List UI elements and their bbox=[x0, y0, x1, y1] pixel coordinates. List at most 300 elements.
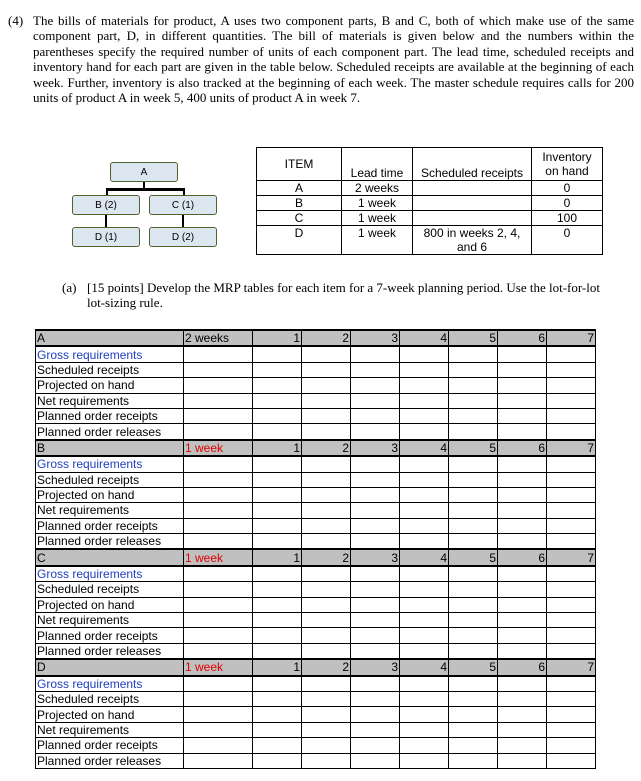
mrp-answer-cell[interactable] bbox=[302, 378, 351, 393]
mrp-lead-time: 1 week bbox=[184, 659, 253, 675]
mrp-answer-cell[interactable] bbox=[184, 487, 253, 502]
table-cell: 1 week bbox=[342, 226, 413, 255]
mrp-answer-cell[interactable] bbox=[547, 378, 596, 393]
mrp-answer-cell[interactable] bbox=[547, 346, 596, 362]
table-cell: 1 week bbox=[342, 211, 413, 226]
mrp-answer-cell[interactable] bbox=[302, 628, 351, 643]
mrp-answer-cell[interactable] bbox=[253, 424, 302, 440]
mrp-answer-cell[interactable] bbox=[400, 518, 449, 533]
mrp-week-number: 4 bbox=[400, 330, 449, 346]
mrp-week-number: 1 bbox=[253, 659, 302, 675]
mrp-answer-cell[interactable] bbox=[184, 707, 253, 722]
mrp-answer-cell[interactable] bbox=[449, 628, 498, 643]
part-a-question bbox=[62, 280, 602, 311]
mrp-answer-cell[interactable] bbox=[302, 722, 351, 737]
mrp-answer-cell[interactable] bbox=[449, 487, 498, 502]
mrp-answer-cell[interactable] bbox=[449, 566, 498, 582]
mrp-answer-cell[interactable] bbox=[400, 346, 449, 362]
mrp-answer-cell[interactable] bbox=[449, 613, 498, 628]
mrp-row-label: Planned order receipts bbox=[36, 738, 184, 753]
mrp-answer-cell[interactable] bbox=[498, 472, 547, 487]
header-item: ITEM bbox=[257, 148, 342, 181]
mrp-answer-cell[interactable] bbox=[184, 378, 253, 393]
mrp-answer-cell[interactable] bbox=[400, 378, 449, 393]
mrp-answer-cell[interactable] bbox=[184, 676, 253, 692]
mrp-answer-cell[interactable] bbox=[547, 643, 596, 659]
mrp-answer-cell[interactable] bbox=[449, 503, 498, 518]
mrp-answer-cell[interactable] bbox=[400, 456, 449, 472]
mrp-answer-cell[interactable] bbox=[400, 393, 449, 408]
mrp-week-number: 3 bbox=[351, 330, 400, 346]
mrp-answer-cell[interactable] bbox=[302, 613, 351, 628]
header-scheduled-receipts: Scheduled receipts bbox=[413, 148, 532, 181]
mrp-header-row bbox=[36, 330, 596, 346]
table-cell: 100 bbox=[532, 211, 603, 226]
mrp-week-number: 1 bbox=[253, 440, 302, 456]
mrp-answer-cell[interactable] bbox=[400, 472, 449, 487]
mrp-answer-cell[interactable] bbox=[184, 456, 253, 472]
mrp-week-number: 4 bbox=[400, 549, 449, 565]
mrp-answer-cell[interactable] bbox=[302, 691, 351, 706]
mrp-answer-cell[interactable] bbox=[449, 738, 498, 753]
mrp-answer-cell[interactable] bbox=[449, 753, 498, 768]
mrp-answer-cell[interactable] bbox=[351, 393, 400, 408]
bom-node-d1: D (1) bbox=[72, 227, 140, 247]
mrp-answer-cell[interactable] bbox=[547, 534, 596, 550]
bom-node-a: A bbox=[110, 162, 178, 182]
mrp-answer-cell[interactable] bbox=[351, 487, 400, 502]
mrp-answer-cell[interactable] bbox=[351, 534, 400, 550]
mrp-answer-cell[interactable] bbox=[184, 362, 253, 377]
mrp-answer-cell[interactable] bbox=[547, 566, 596, 582]
mrp-answer-cell[interactable] bbox=[498, 722, 547, 737]
mrp-week-number: 3 bbox=[351, 549, 400, 565]
mrp-row bbox=[36, 691, 596, 706]
mrp-row bbox=[36, 707, 596, 722]
mrp-answer-cell[interactable] bbox=[351, 753, 400, 768]
mrp-answer-cell[interactable] bbox=[498, 408, 547, 423]
mrp-answer-cell[interactable] bbox=[184, 582, 253, 597]
mrp-answer-cell[interactable] bbox=[253, 408, 302, 423]
mrp-row-label: Projected on hand bbox=[36, 378, 184, 393]
mrp-row-label: Planned order receipts bbox=[36, 408, 184, 423]
mrp-answer-cell[interactable] bbox=[547, 456, 596, 472]
mrp-row-label: Net requirements bbox=[36, 393, 184, 408]
mrp-row-label: Projected on hand bbox=[36, 597, 184, 612]
mrp-table bbox=[35, 329, 596, 769]
table-cell: A bbox=[257, 181, 342, 196]
mrp-answer-cell[interactable] bbox=[498, 597, 547, 612]
mrp-answer-cell[interactable] bbox=[400, 613, 449, 628]
mrp-answer-cell[interactable] bbox=[253, 362, 302, 377]
mrp-answer-cell[interactable] bbox=[449, 534, 498, 550]
mrp-lead-time: 1 week bbox=[184, 440, 253, 456]
mrp-row-label: Planned order releases bbox=[36, 753, 184, 768]
mrp-row-label: Gross requirements bbox=[36, 456, 184, 472]
mrp-answer-cell[interactable] bbox=[253, 534, 302, 550]
mrp-answer-cell[interactable] bbox=[351, 582, 400, 597]
mrp-answer-cell[interactable] bbox=[351, 691, 400, 706]
mrp-answer-cell[interactable] bbox=[351, 628, 400, 643]
mrp-answer-cell[interactable] bbox=[400, 707, 449, 722]
table-cell: 0 bbox=[532, 181, 603, 196]
mrp-row bbox=[36, 643, 596, 659]
problem-number: (4) bbox=[8, 13, 24, 28]
mrp-answer-cell[interactable] bbox=[498, 566, 547, 582]
mrp-answer-cell[interactable] bbox=[184, 346, 253, 362]
mrp-answer-cell[interactable] bbox=[253, 582, 302, 597]
table-cell: D bbox=[257, 226, 342, 255]
mrp-answer-cell[interactable] bbox=[351, 566, 400, 582]
mrp-answer-cell[interactable] bbox=[400, 566, 449, 582]
mrp-row bbox=[36, 628, 596, 643]
mrp-answer-cell[interactable] bbox=[302, 534, 351, 550]
mrp-answer-cell[interactable] bbox=[449, 518, 498, 533]
mrp-answer-cell[interactable] bbox=[400, 408, 449, 423]
mrp-answer-cell[interactable] bbox=[400, 534, 449, 550]
mrp-answer-cell[interactable] bbox=[184, 518, 253, 533]
mrp-answer-cell[interactable] bbox=[253, 456, 302, 472]
mrp-lead-time: 2 weeks bbox=[184, 330, 253, 346]
mrp-answer-cell[interactable] bbox=[253, 378, 302, 393]
mrp-answer-cell[interactable] bbox=[449, 472, 498, 487]
mrp-answer-cell[interactable] bbox=[351, 597, 400, 612]
mrp-answer-cell[interactable] bbox=[184, 613, 253, 628]
part-a-label: (a) bbox=[62, 280, 77, 295]
mrp-answer-cell[interactable] bbox=[449, 393, 498, 408]
mrp-answer-cell[interactable] bbox=[302, 472, 351, 487]
table-cell: B bbox=[257, 196, 342, 211]
mrp-lead-time: 1 week bbox=[184, 549, 253, 565]
mrp-answer-cell[interactable] bbox=[302, 503, 351, 518]
mrp-week-number: 5 bbox=[449, 549, 498, 565]
mrp-answer-cell[interactable] bbox=[400, 487, 449, 502]
mrp-answer-cell[interactable] bbox=[184, 534, 253, 550]
mrp-answer-cell[interactable] bbox=[449, 676, 498, 692]
mrp-answer-cell[interactable] bbox=[449, 643, 498, 659]
mrp-week-number: 1 bbox=[253, 549, 302, 565]
mrp-answer-cell[interactable] bbox=[400, 676, 449, 692]
mrp-week-number: 3 bbox=[351, 659, 400, 675]
table-cell: 0 bbox=[532, 196, 603, 211]
mrp-answer-cell[interactable] bbox=[449, 378, 498, 393]
mrp-row bbox=[36, 518, 596, 533]
bom-node-b: B (2) bbox=[72, 195, 140, 215]
mrp-row-label: Gross requirements bbox=[36, 676, 184, 692]
mrp-answer-cell[interactable] bbox=[184, 566, 253, 582]
mrp-row-label: Net requirements bbox=[36, 613, 184, 628]
mrp-answer-cell[interactable] bbox=[547, 628, 596, 643]
mrp-answer-cell[interactable] bbox=[351, 362, 400, 377]
mrp-row-label: Scheduled receipts bbox=[36, 691, 184, 706]
mrp-answer-cell[interactable] bbox=[351, 346, 400, 362]
mrp-row bbox=[36, 597, 596, 612]
mrp-week-number: 4 bbox=[400, 659, 449, 675]
mrp-row-label: Planned order receipts bbox=[36, 518, 184, 533]
mrp-row-label: Scheduled receipts bbox=[36, 582, 184, 597]
mrp-row bbox=[36, 456, 596, 472]
mrp-item-label: B bbox=[36, 440, 184, 456]
mrp-answer-cell[interactable] bbox=[253, 597, 302, 612]
mrp-answer-cell[interactable] bbox=[253, 393, 302, 408]
mrp-answer-cell[interactable] bbox=[498, 738, 547, 753]
mrp-answer-cell[interactable] bbox=[351, 518, 400, 533]
mrp-week-number: 2 bbox=[302, 330, 351, 346]
mrp-row bbox=[36, 676, 596, 692]
mrp-answer-cell[interactable] bbox=[547, 518, 596, 533]
mrp-week-number: 5 bbox=[449, 440, 498, 456]
mrp-answer-cell[interactable] bbox=[547, 707, 596, 722]
mrp-item-label: C bbox=[36, 549, 184, 565]
mrp-row bbox=[36, 503, 596, 518]
mrp-answer-cell[interactable] bbox=[302, 738, 351, 753]
bill-of-materials-diagram bbox=[0, 0, 260, 260]
mrp-answer-cell[interactable] bbox=[498, 691, 547, 706]
mrp-row-label: Gross requirements bbox=[36, 566, 184, 582]
mrp-week-number: 5 bbox=[449, 659, 498, 675]
mrp-answer-cell[interactable] bbox=[547, 472, 596, 487]
mrp-answer-cell[interactable] bbox=[449, 424, 498, 440]
mrp-answer-cell[interactable] bbox=[547, 597, 596, 612]
mrp-row bbox=[36, 346, 596, 362]
mrp-answer-cell[interactable] bbox=[400, 503, 449, 518]
mrp-answer-cell[interactable] bbox=[302, 408, 351, 423]
mrp-item-label: D bbox=[36, 659, 184, 675]
mrp-answer-cell[interactable] bbox=[351, 456, 400, 472]
mrp-answer-cell[interactable] bbox=[449, 346, 498, 362]
mrp-answer-cell[interactable] bbox=[302, 582, 351, 597]
mrp-answer-cell[interactable] bbox=[498, 613, 547, 628]
mrp-answer-cell[interactable] bbox=[547, 408, 596, 423]
mrp-answer-cell[interactable] bbox=[184, 753, 253, 768]
mrp-answer-cell[interactable] bbox=[498, 582, 547, 597]
mrp-answer-cell[interactable] bbox=[449, 456, 498, 472]
mrp-answer-cell[interactable] bbox=[547, 424, 596, 440]
mrp-answer-cell[interactable] bbox=[302, 566, 351, 582]
mrp-answer-cell[interactable] bbox=[400, 738, 449, 753]
mrp-answer-cell[interactable] bbox=[351, 613, 400, 628]
mrp-answer-cell[interactable] bbox=[184, 643, 253, 659]
mrp-answer-cell[interactable] bbox=[302, 707, 351, 722]
problem-text: The bills of materials for product, A uses two component parts, B and C, both of which make use of the same component part, D, in different quantities. The bill of materials is given below and the numbers within the parentheses specify the required number of units of each component part. The lead time, scheduled receipts and inventory hand for each part are given in the table below. Scheduled receipts are available at the beginning of each week. Further, inventory is also tracked at the beginning of each week. The master schedule requires calls for 200 units of product A in week 5, 400 units of product A in week 7. bbox=[33, 13, 634, 106]
bom-node-d2: D (2) bbox=[149, 227, 217, 247]
mrp-answer-cell[interactable] bbox=[351, 503, 400, 518]
table-cell: 2 weeks bbox=[342, 181, 413, 196]
mrp-week-number: 5 bbox=[449, 330, 498, 346]
mrp-answer-cell[interactable] bbox=[302, 362, 351, 377]
mrp-answer-cell[interactable] bbox=[547, 753, 596, 768]
mrp-answer-cell[interactable] bbox=[184, 503, 253, 518]
mrp-answer-cell[interactable] bbox=[498, 503, 547, 518]
mrp-row bbox=[36, 362, 596, 377]
mrp-answer-cell[interactable] bbox=[449, 582, 498, 597]
mrp-answer-cell[interactable] bbox=[498, 707, 547, 722]
mrp-answer-cell[interactable] bbox=[351, 472, 400, 487]
mrp-answer-cell[interactable] bbox=[498, 346, 547, 362]
mrp-answer-cell[interactable] bbox=[498, 676, 547, 692]
mrp-answer-cell[interactable] bbox=[547, 676, 596, 692]
mrp-answer-cell[interactable] bbox=[547, 582, 596, 597]
mrp-row-label: Projected on hand bbox=[36, 487, 184, 502]
mrp-answer-cell[interactable] bbox=[253, 487, 302, 502]
header-lead-time: Lead time bbox=[342, 148, 413, 181]
mrp-answer-cell[interactable] bbox=[302, 597, 351, 612]
mrp-answer-cell[interactable] bbox=[253, 691, 302, 706]
mrp-week-number: 6 bbox=[498, 549, 547, 565]
mrp-week-number: 6 bbox=[498, 330, 547, 346]
table-cell bbox=[413, 211, 532, 226]
table-cell: 0 bbox=[532, 226, 603, 255]
mrp-answer-cell[interactable] bbox=[547, 738, 596, 753]
table-cell bbox=[413, 181, 532, 196]
mrp-answer-cell[interactable] bbox=[498, 643, 547, 659]
mrp-answer-cell[interactable] bbox=[351, 738, 400, 753]
mrp-week-number: 3 bbox=[351, 440, 400, 456]
mrp-answer-cell[interactable] bbox=[498, 424, 547, 440]
mrp-answer-cell[interactable] bbox=[351, 676, 400, 692]
mrp-answer-cell[interactable] bbox=[547, 503, 596, 518]
mrp-answer-cell[interactable] bbox=[184, 393, 253, 408]
mrp-answer-cell[interactable] bbox=[184, 691, 253, 706]
mrp-answer-cell[interactable] bbox=[351, 643, 400, 659]
bom-connector bbox=[106, 188, 185, 191]
mrp-row-label: Net requirements bbox=[36, 722, 184, 737]
mrp-answer-cell[interactable] bbox=[253, 628, 302, 643]
mrp-answer-cell[interactable] bbox=[253, 707, 302, 722]
mrp-answer-cell[interactable] bbox=[400, 628, 449, 643]
mrp-row bbox=[36, 566, 596, 582]
mrp-week-number: 7 bbox=[547, 330, 596, 346]
mrp-row bbox=[36, 408, 596, 423]
mrp-answer-cell[interactable] bbox=[400, 597, 449, 612]
mrp-row-label: Scheduled receipts bbox=[36, 362, 184, 377]
mrp-answer-cell[interactable] bbox=[498, 487, 547, 502]
mrp-week-number: 1 bbox=[253, 330, 302, 346]
mrp-answer-cell[interactable] bbox=[498, 456, 547, 472]
mrp-answer-cell[interactable] bbox=[253, 503, 302, 518]
mrp-answer-cell[interactable] bbox=[253, 613, 302, 628]
table-cell: 1 week bbox=[342, 196, 413, 211]
mrp-answer-cell[interactable] bbox=[547, 487, 596, 502]
mrp-answer-cell[interactable] bbox=[547, 691, 596, 706]
mrp-answer-cell[interactable] bbox=[449, 722, 498, 737]
mrp-row-label: Projected on hand bbox=[36, 707, 184, 722]
mrp-answer-cell[interactable] bbox=[253, 643, 302, 659]
mrp-answer-cell[interactable] bbox=[547, 613, 596, 628]
mrp-answer-cell[interactable] bbox=[400, 643, 449, 659]
mrp-row bbox=[36, 424, 596, 440]
mrp-week-number: 7 bbox=[547, 549, 596, 565]
mrp-answer-cell[interactable] bbox=[498, 518, 547, 533]
mrp-answer-cell[interactable] bbox=[253, 722, 302, 737]
mrp-answer-cell[interactable] bbox=[351, 378, 400, 393]
mrp-row bbox=[36, 753, 596, 768]
mrp-answer-cell[interactable] bbox=[302, 456, 351, 472]
mrp-row-label: Gross requirements bbox=[36, 346, 184, 362]
mrp-row-label: Planned order releases bbox=[36, 424, 184, 440]
mrp-answer-cell[interactable] bbox=[302, 346, 351, 362]
mrp-answer-cell[interactable] bbox=[184, 472, 253, 487]
part-a-text: [15 points] Develop the MRP tables for each item for a 7-week planning period. Use the lot-for-lot lot-sizing rule. bbox=[87, 280, 600, 311]
mrp-answer-cell[interactable] bbox=[302, 487, 351, 502]
mrp-answer-cell[interactable] bbox=[253, 676, 302, 692]
mrp-row-label: Planned order releases bbox=[36, 643, 184, 659]
mrp-row bbox=[36, 378, 596, 393]
mrp-answer-cell[interactable] bbox=[253, 472, 302, 487]
mrp-header-row bbox=[36, 549, 596, 565]
mrp-row-label: Planned order receipts bbox=[36, 628, 184, 643]
mrp-answer-cell[interactable] bbox=[302, 424, 351, 440]
mrp-answer-cell[interactable] bbox=[351, 707, 400, 722]
mrp-answer-cell[interactable] bbox=[498, 628, 547, 643]
mrp-answer-cell[interactable] bbox=[498, 362, 547, 377]
mrp-answer-cell[interactable] bbox=[449, 597, 498, 612]
mrp-week-number: 2 bbox=[302, 440, 351, 456]
mrp-row bbox=[36, 534, 596, 550]
mrp-answer-cell[interactable] bbox=[351, 408, 400, 423]
mrp-row-label: Scheduled receipts bbox=[36, 472, 184, 487]
mrp-answer-cell[interactable] bbox=[184, 424, 253, 440]
mrp-answer-cell[interactable] bbox=[498, 393, 547, 408]
mrp-answer-cell[interactable] bbox=[302, 676, 351, 692]
mrp-answer-cell[interactable] bbox=[253, 753, 302, 768]
mrp-answer-cell[interactable] bbox=[400, 691, 449, 706]
mrp-row bbox=[36, 582, 596, 597]
mrp-answer-cell[interactable] bbox=[547, 722, 596, 737]
mrp-answer-cell[interactable] bbox=[253, 566, 302, 582]
mrp-answer-cell[interactable] bbox=[184, 408, 253, 423]
mrp-week-number: 4 bbox=[400, 440, 449, 456]
mrp-answer-cell[interactable] bbox=[184, 628, 253, 643]
mrp-answer-cell[interactable] bbox=[547, 393, 596, 408]
mrp-answer-cell[interactable] bbox=[302, 643, 351, 659]
mrp-header-row bbox=[36, 659, 596, 675]
mrp-answer-cell[interactable] bbox=[400, 753, 449, 768]
table-cell bbox=[413, 196, 532, 211]
mrp-answer-cell[interactable] bbox=[184, 738, 253, 753]
mrp-answer-cell[interactable] bbox=[449, 707, 498, 722]
mrp-row bbox=[36, 472, 596, 487]
mrp-answer-cell[interactable] bbox=[302, 393, 351, 408]
mrp-answer-cell[interactable] bbox=[253, 738, 302, 753]
mrp-answer-cell[interactable] bbox=[449, 362, 498, 377]
mrp-answer-cell[interactable] bbox=[498, 534, 547, 550]
item-data-table bbox=[256, 147, 603, 255]
mrp-answer-cell[interactable] bbox=[498, 753, 547, 768]
mrp-answer-cell[interactable] bbox=[400, 722, 449, 737]
mrp-answer-cell[interactable] bbox=[498, 378, 547, 393]
mrp-item-label: A bbox=[36, 330, 184, 346]
mrp-answer-cell[interactable] bbox=[400, 362, 449, 377]
mrp-answer-cell[interactable] bbox=[253, 518, 302, 533]
mrp-week-number: 7 bbox=[547, 440, 596, 456]
mrp-week-number: 7 bbox=[547, 659, 596, 675]
mrp-answer-cell[interactable] bbox=[184, 722, 253, 737]
mrp-answer-cell[interactable] bbox=[449, 691, 498, 706]
mrp-answer-cell[interactable] bbox=[400, 424, 449, 440]
mrp-answer-cell[interactable] bbox=[449, 408, 498, 423]
mrp-answer-cell[interactable] bbox=[302, 753, 351, 768]
mrp-answer-cell[interactable] bbox=[351, 424, 400, 440]
mrp-answer-cell[interactable] bbox=[253, 346, 302, 362]
table-cell: 800 in weeks 2, 4, and 6 bbox=[413, 226, 532, 255]
mrp-answer-cell[interactable] bbox=[547, 362, 596, 377]
mrp-answer-cell[interactable] bbox=[302, 518, 351, 533]
mrp-answer-cell[interactable] bbox=[351, 722, 400, 737]
mrp-answer-cell[interactable] bbox=[400, 582, 449, 597]
mrp-week-number: 2 bbox=[302, 549, 351, 565]
mrp-answer-cell[interactable] bbox=[184, 597, 253, 612]
